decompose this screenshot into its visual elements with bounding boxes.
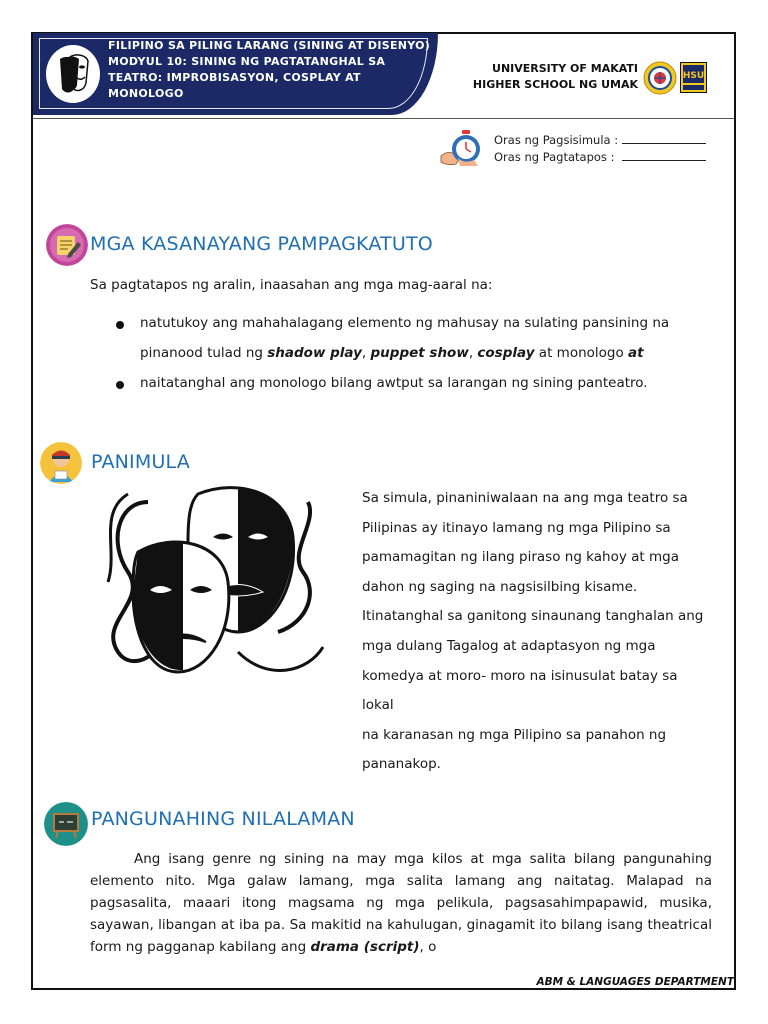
stopwatch-hand-icon xyxy=(440,128,486,168)
module-title-line-4: MONOLOGO xyxy=(108,87,184,100)
panimula-line-7: komedya at moro- moro na isinusulat batay sa lokal xyxy=(362,667,678,714)
section-title-objectives: MGA KASANAYANG PAMPAGKATUTO xyxy=(90,233,433,255)
footer-department xyxy=(536,976,734,988)
panimula-line-8: na karanasan ng mga Pilipino sa panahon ng xyxy=(362,726,667,743)
comedy-tragedy-masks-image xyxy=(88,482,340,682)
university-line-1: UNIVERSITY OF MAKATI xyxy=(492,62,638,75)
main-content-text: Ang isang genre ng sining na may mga kilos at mga salita bilang pangunahing elemento nito. Mga galaw lamang, mga salita lamang ang naitatag. Malapad na pagsasalita, maaari itong magsama ng mga pelikula, pagsasahimpapawid, musika, sayawan, libangan at iba pa. Sa makitid na kahulugan, ginagamit ito bilang isang theatrical form ng pagganap kabilang ang xyxy=(90,851,712,955)
module-title xyxy=(108,38,431,102)
end-time-label: Oras ng Pagtatapos : xyxy=(494,150,615,164)
header-divider xyxy=(33,118,734,119)
objective-2: naitatanghal ang monologo bilang awtput sa larangan ng sining panteatro. xyxy=(140,375,648,391)
notebook-pencil-icon xyxy=(46,224,88,266)
panimula-line-9: pananakop. xyxy=(362,756,441,773)
objectives-intro: Sa pagtatapos ng aralin, inaasahan ang mga mag-aaral na: xyxy=(90,277,493,293)
objective-1-line-2 xyxy=(140,345,644,361)
section-title-pangunahing-nilalaman: PANGUNAHING NILALAMAN xyxy=(91,808,355,830)
start-time-label: Oras ng Pagsisimula : xyxy=(494,133,619,147)
panimula-line-1: Sa simula, pinaniniwalaan na ang mga teatro sa xyxy=(362,490,688,506)
panimula-line-3: pamamagitan ng ilang piraso ng kahoy at mga xyxy=(362,549,679,566)
svg-text:HSU: HSU xyxy=(682,71,705,81)
theatre-masks-logo-icon xyxy=(46,45,100,103)
start-time-blank[interactable] xyxy=(622,133,706,144)
bullet-2 xyxy=(116,381,124,389)
objective-1-text-a: pinanood tulad ng xyxy=(140,345,268,361)
module-title-line-2: MODYUL 10: SINING NG PAGTATANGHAL SA xyxy=(108,55,386,68)
student-reading-icon xyxy=(40,442,82,484)
panimula-line-4: dahon ng saging na nagsisilbing kisame. xyxy=(362,578,638,595)
panimula-text xyxy=(362,484,712,780)
objective-1-sep-2: , xyxy=(468,345,478,361)
chalkboard-icon xyxy=(44,802,88,846)
hsu-badge-icon xyxy=(680,62,707,93)
footer-department-label: ABM & LANGUAGES DEPARTMENT xyxy=(536,976,734,988)
panimula-line-5: Itinatanghal sa ganitong sinaunang tanghalan ang xyxy=(362,608,704,625)
module-title-line-3: TEATRO: IMPROBISASYON, COSPLAY AT xyxy=(108,71,361,84)
main-content-text-end: , o xyxy=(419,939,437,955)
term-puppet-show: puppet show xyxy=(370,345,469,361)
university-name xyxy=(473,61,638,93)
term-cosplay: cosplay xyxy=(477,345,535,361)
panimula-line-2: Pilipinas ay itinayo lamang ng mga Pilipino sa xyxy=(362,519,671,536)
module-title-line-1: FILIPINO SA PILING LARANG (SINING AT DISENYO) xyxy=(108,39,431,52)
panimula-line-6: mga dulang Tagalog at adaptasyon ng mga xyxy=(362,637,656,654)
term-at: at xyxy=(628,345,644,361)
objective-1-line-1: natutukoy ang mahahalagang elemento ng mahusay na sulating pansining na xyxy=(140,315,670,331)
bullet-1 xyxy=(116,321,124,329)
term-shadow-play: shadow play xyxy=(267,345,362,361)
university-line-2: HIGHER SCHOOL NG UMAK xyxy=(472,78,638,91)
section-title-panimula: PANIMULA xyxy=(91,451,190,473)
start-time-row xyxy=(494,132,706,149)
main-content-paragraph xyxy=(90,848,712,958)
end-time-blank[interactable] xyxy=(622,150,706,161)
objective-1-text-b: at monologo xyxy=(534,345,629,361)
objective-1-sep-1: , xyxy=(361,345,371,361)
term-drama-script: drama (script) xyxy=(310,939,420,955)
end-time-row xyxy=(494,149,706,166)
university-seal-icon xyxy=(643,61,677,95)
time-fields xyxy=(494,132,706,166)
